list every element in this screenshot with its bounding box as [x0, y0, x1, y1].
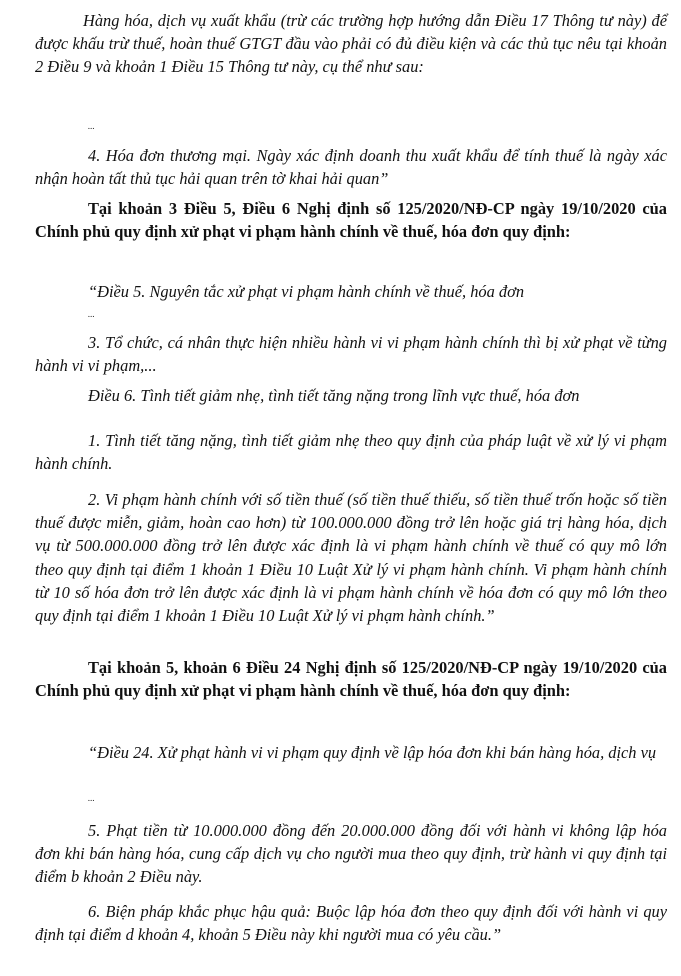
paragraph-export-goods-conditions: Hàng hóa, dịch vụ xuất khẩu (trừ các trường hợp hướng dẫn Điều 17 Thông tư này) để được khấu trừ thuế, hoàn thuế GTGT đầu vào phải có đủ điều kiện và các thủ tục nêu tại khoản 2 Điều 9 và khoản 1 Điều 15 Thông tư này, cụ thể như sau: — [35, 11, 667, 77]
paragraph-multiple-violations: 3. Tổ chức, cá nhân thực hiện nhiều hành vi vi phạm hành chính thì bị xử phạt về từng hành vi vi phạm,... — [35, 333, 667, 376]
paragraph-decree-125-article-24: Tại khoản 5, khoản 6 Điều 24 Nghị định số 125/2020/NĐ-CP ngày 19/10/2020 của Chính phủ quy định xử phạt vi phạm hành chính về thuế, hóa đơn quy định: — [35, 658, 667, 701]
ellipsis-marker: ... — [88, 121, 95, 131]
paragraph-large-scale-violations: 2. Vi phạm hành chính với số tiền thuế (số tiền thuế thiếu, số tiền thuế trốn hoặc số tiền thuế được miễn, giảm, hoàn cao hơn) từ 100.000.000 đồng trở lên hoặc giá trị hàng hóa, dịch vụ từ 500.000.000 đồng trở lên được xác định là vi phạm hành chính về thuế có quy mô lớn theo quy định tại điểm 1 khoản 1 Điều 10 Luật Xử lý vi phạm hành chính. Vi phạm hành chính từ 10 số hóa đơn trở lên được xác định là vi phạm hành chính về hóa đơn có quy mô lớn theo quy định tại điểm 1 khoản 1 Điều 10 Luật Xử lý vi phạm hành chính.” — [35, 490, 667, 626]
paragraph-article-5-title: “Điều 5. Nguyên tắc xử phạt vi phạm hành chính về thuế, hóa đơn — [88, 282, 525, 301]
ellipsis-marker: ... — [88, 309, 95, 319]
paragraph-aggravating-mitigating: 1. Tình tiết tăng nặng, tình tiết giảm nhẹ theo quy định của pháp luật về xử lý vi phạm hành chính. — [35, 431, 667, 474]
paragraph-remedial-measures: 6. Biện pháp khắc phục hậu quả: Buộc lập hóa đơn theo quy định đối với hành vi quy định tại điểm d khoản 4, khoản 5 Điều này khi người mua có yêu cầu.” — [35, 902, 667, 945]
ellipsis-marker: ... — [88, 793, 95, 803]
paragraph-article-6-title: Điều 6. Tình tiết giảm nhẹ, tình tiết tăng nặng trong lĩnh vực thuế, hóa đơn — [88, 386, 580, 405]
paragraph-decree-125-article-5-6: Tại khoản 3 Điều 5, Điều 6 Nghị định số 125/2020/NĐ-CP ngày 19/10/2020 của Chính phủ quy định xử phạt vi phạm hành chính về thuế, hóa đơn quy định: — [35, 199, 667, 242]
paragraph-fine-no-invoice: 5. Phạt tiền từ 10.000.000 đồng đến 20.000.000 đồng đối với hành vi không lập hóa đơn khi bán hàng hóa, cung cấp dịch vụ cho người mua theo quy định, trừ hành vi quy định tại điểm b khoản 2 Điều này. — [35, 821, 667, 887]
paragraph-commercial-invoice: 4. Hóa đơn thương mại. Ngày xác định doanh thu xuất khẩu để tính thuế là ngày xác nhận hoàn tất thủ tục hải quan trên tờ khai hải quan” — [35, 146, 667, 189]
paragraph-article-24-title: “Điều 24. Xử phạt hành vi vi phạm quy định về lập hóa đơn khi bán hàng hóa, dịch vụ — [88, 743, 657, 762]
